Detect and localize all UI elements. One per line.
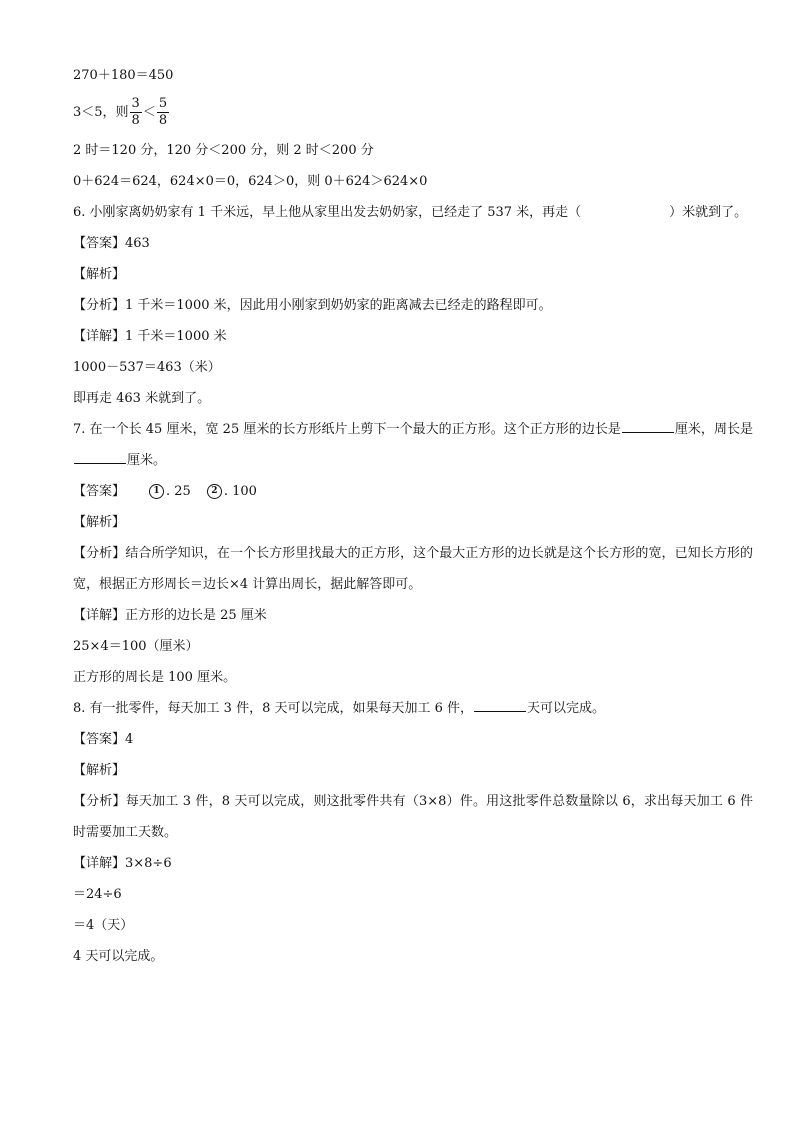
question-6-calc: 1000－537＝463（米） [73, 360, 221, 375]
fraction-three-eighths [130, 96, 142, 129]
question-6-answer: 【答案】463 [73, 236, 150, 251]
equation-line-4: 0＋624＝624，624×0＝0，624＞0，则 0＋624＞624×0 [73, 174, 428, 189]
question-8-part-a: 8. 有一批零件，每天加工 3 件，8 天可以完成，如果每天加工 6 件， [73, 701, 474, 716]
less-than-sign: ＜ [142, 105, 156, 120]
question-6-jiexi: 【解析】 [73, 267, 126, 282]
question-8-answer: 【答案】4 [73, 732, 134, 747]
fraction-denominator: 8 [158, 113, 168, 128]
question-8-jiexi: 【解析】 [73, 763, 126, 778]
answer-label: 【答案】 [73, 484, 126, 499]
question-8-part-b: 天可以完成。 [527, 701, 606, 716]
answer-value-1: . 25 [166, 484, 191, 499]
question-7-text [73, 414, 753, 476]
answer-blank [622, 418, 674, 433]
question-6-analysis: 【分析】1 千米＝1000 米，因此用小刚家到奶奶家的距离减去已经走的路程即可。 [73, 298, 552, 313]
question-7-answer [73, 476, 753, 507]
question-7-jiexi: 【解析】 [73, 515, 126, 530]
fraction-five-eighths [157, 96, 169, 129]
fraction-denominator: 8 [131, 113, 140, 128]
question-8-detail: 【详解】3×8÷6 [73, 856, 172, 871]
question-7-calc: 25×4＝100（厘米） [73, 639, 199, 654]
circled-number-two: 2 [207, 484, 222, 499]
equation-line-3: 2 时＝120 分，120 分＜200 分，则 2 时＜200 分 [73, 143, 374, 158]
question-6-part-b: ）米就到了。 [669, 205, 748, 220]
question-6-part-a: 6. 小刚家离奶奶家有 1 千米远，早上他从家里出发去奶奶家，已经走了 537 米，再走（ [73, 205, 582, 220]
document-page [73, 60, 753, 972]
question-7-conclusion: 正方形的周长是 100 厘米。 [73, 670, 237, 685]
question-7-part-b: 厘米，周长是 [674, 422, 753, 437]
answer-value-2: . 100 [223, 484, 257, 499]
question-6-text [73, 197, 753, 228]
question-6-detail: 【详解】1 千米＝1000 米 [73, 329, 227, 344]
question-8-conclusion: 4 天可以完成。 [73, 949, 164, 964]
question-8-step-2: ＝24÷6 [73, 887, 122, 902]
question-6-conclusion: 即再走 463 米就到了。 [73, 391, 211, 406]
equation-line-1: 270＋180＝450 [73, 68, 174, 83]
comparison-prefix: 3＜5，则 [73, 105, 129, 120]
fraction-numerator: 3 [131, 96, 140, 111]
question-8-text [73, 693, 753, 724]
circled-number-one: 1 [149, 484, 164, 499]
answer-blank [74, 449, 126, 464]
question-8-analysis: 【分析】每天加工 3 件，8 天可以完成，则这批零件共有（3×8）件。用这批零件总数量除以 6，求出每天加工 6 件时需要加工天数。 [73, 794, 753, 840]
question-7-detail: 【详解】正方形的边长是 25 厘米 [73, 608, 267, 623]
question-7-part-c: 厘米。 [127, 453, 167, 468]
fraction-numerator: 5 [158, 96, 168, 111]
question-7-part-a: 7. 在一个长 45 厘米，宽 25 厘米的长方形纸片上剪下一个最大的正方形。这个正方形的边长是 [73, 422, 621, 437]
question-8-step-3: ＝4（天） [73, 918, 134, 933]
answer-blank [474, 697, 526, 712]
question-7-analysis: 【分析】结合所学知识，在一个长方形里找最大的正方形，这个最大正方形的边长就是这个长方形的宽，已知长方形的宽，根据正方形周长＝边长×4 计算出周长，据此解答即可。 [73, 546, 753, 592]
fraction-comparison-line [73, 91, 753, 135]
